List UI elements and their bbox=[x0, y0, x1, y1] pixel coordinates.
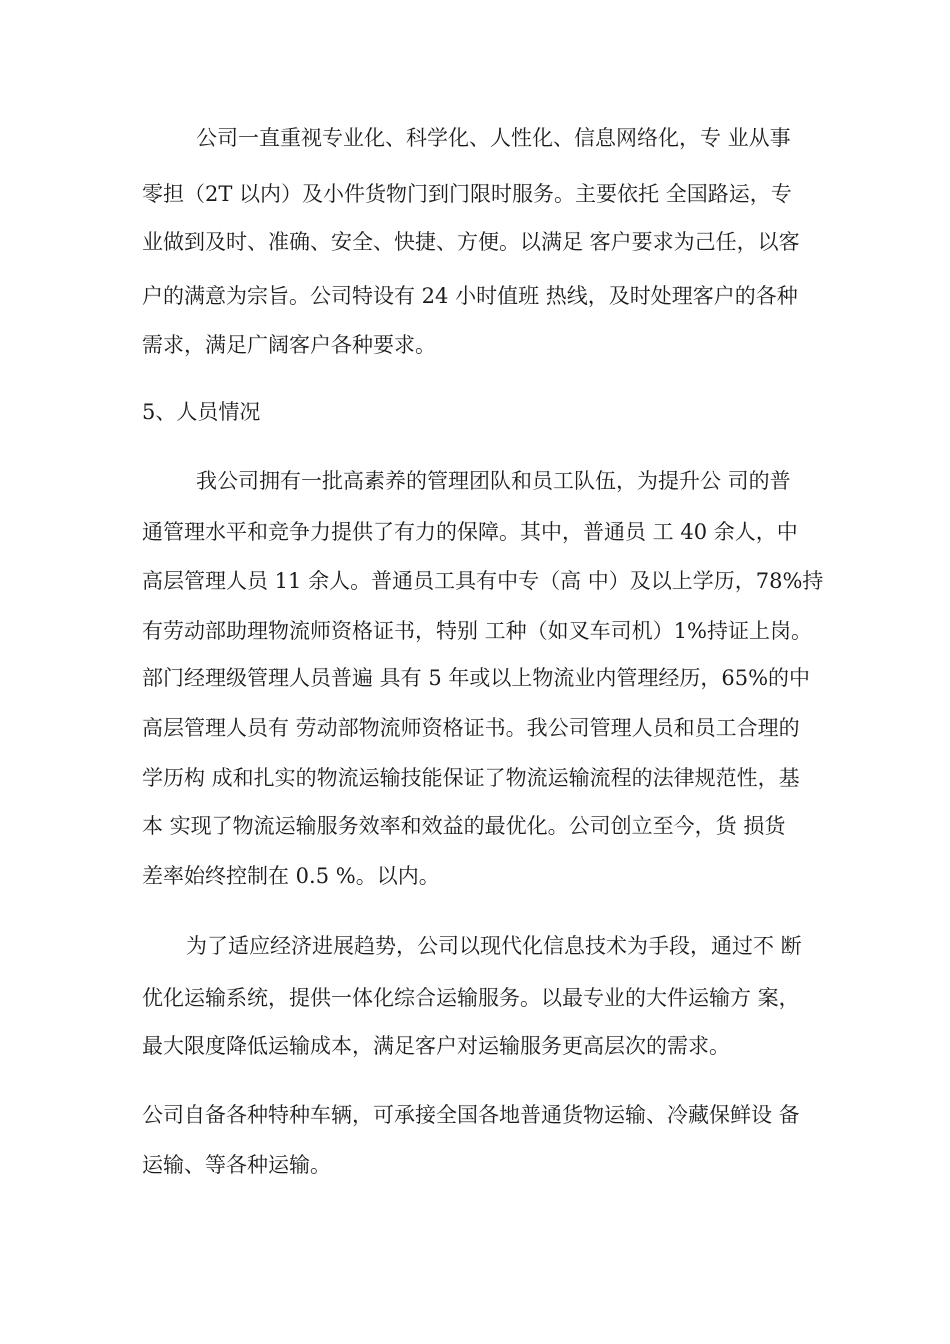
paragraph-2-line-1: 我公司拥有一批高素养的管理团队和员工队伍，为提升公 司的普 bbox=[196, 469, 791, 493]
paragraph-2-line-6: 高层管理人员有 劳动部物流师资格证书。我公司管理人员和员工合理的 bbox=[142, 716, 800, 740]
paragraph-2-line-9: 差率始终控制在 0.5 %。以内。 bbox=[142, 864, 440, 888]
paragraph-2-line-7: 学历构 成和扎实的物流运输技能保证了物流运输流程的法律规范性，基 bbox=[142, 766, 800, 790]
paragraph-2-line-2: 通管理水平和竞争力提供了有力的保障。其中，普通员 工 40 余人，中 bbox=[142, 520, 798, 544]
paragraph-2-line-3: 高层管理人员 11 余人。普通员工具有中专（高 中）及以上学历，78%持 bbox=[142, 569, 824, 593]
paragraph-3-line-2: 优化运输系统，提供一体化综合运输服务。以最专业的大件运输方 案， bbox=[142, 986, 800, 1010]
paragraph-2-line-8: 本 实现了物流运输服务效率和效益的最优化。公司创立至今，货 损货 bbox=[142, 814, 786, 838]
paragraph-2-line-4: 有劳动部助理物流师资格证书，特别 工种（如叉车司机）1%持证上岗。 bbox=[142, 619, 812, 643]
paragraph-3-line-1: 为了适应经济进展趋势，公司以现代化信息技术为手段，通过不 断 bbox=[186, 934, 802, 958]
paragraph-1-line-3: 业做到及时、准确、安全、快捷、方便。以满足 客户要求为己任，以客 bbox=[142, 230, 800, 254]
paragraph-1-line-4: 户的满意为宗旨。公司特设有 24 小时值班 热线，及时处理客户的各种 bbox=[142, 284, 798, 308]
paragraph-4-line-2: 运输、等各种运输。 bbox=[142, 1153, 331, 1177]
paragraph-1-line-5: 需求，满足广阔客户各种要求。 bbox=[142, 333, 436, 357]
paragraph-1-line-1: 公司一直重视专业化、科学化、人性化、信息网络化，专 业从事 bbox=[196, 126, 791, 150]
paragraph-1-line-2: 零担（2T 以内）及小件货物门到门限时服务。主要依托 全国路运，专 bbox=[142, 182, 792, 206]
section-heading-5: 5、人员情况 bbox=[142, 400, 261, 424]
paragraph-2-line-5: 部门经理级管理人员普遍 具有 5 年或以上物流业内管理经历，65%的中 bbox=[142, 666, 811, 690]
paragraph-4-line-1: 公司自备各种特种车辆，可承接全国各地普通货物运输、冷藏保鲜设 备 bbox=[142, 1103, 800, 1127]
paragraph-3-line-3: 最大限度降低运输成本，满足客户对运输服务更高层次的需求。 bbox=[142, 1034, 730, 1058]
